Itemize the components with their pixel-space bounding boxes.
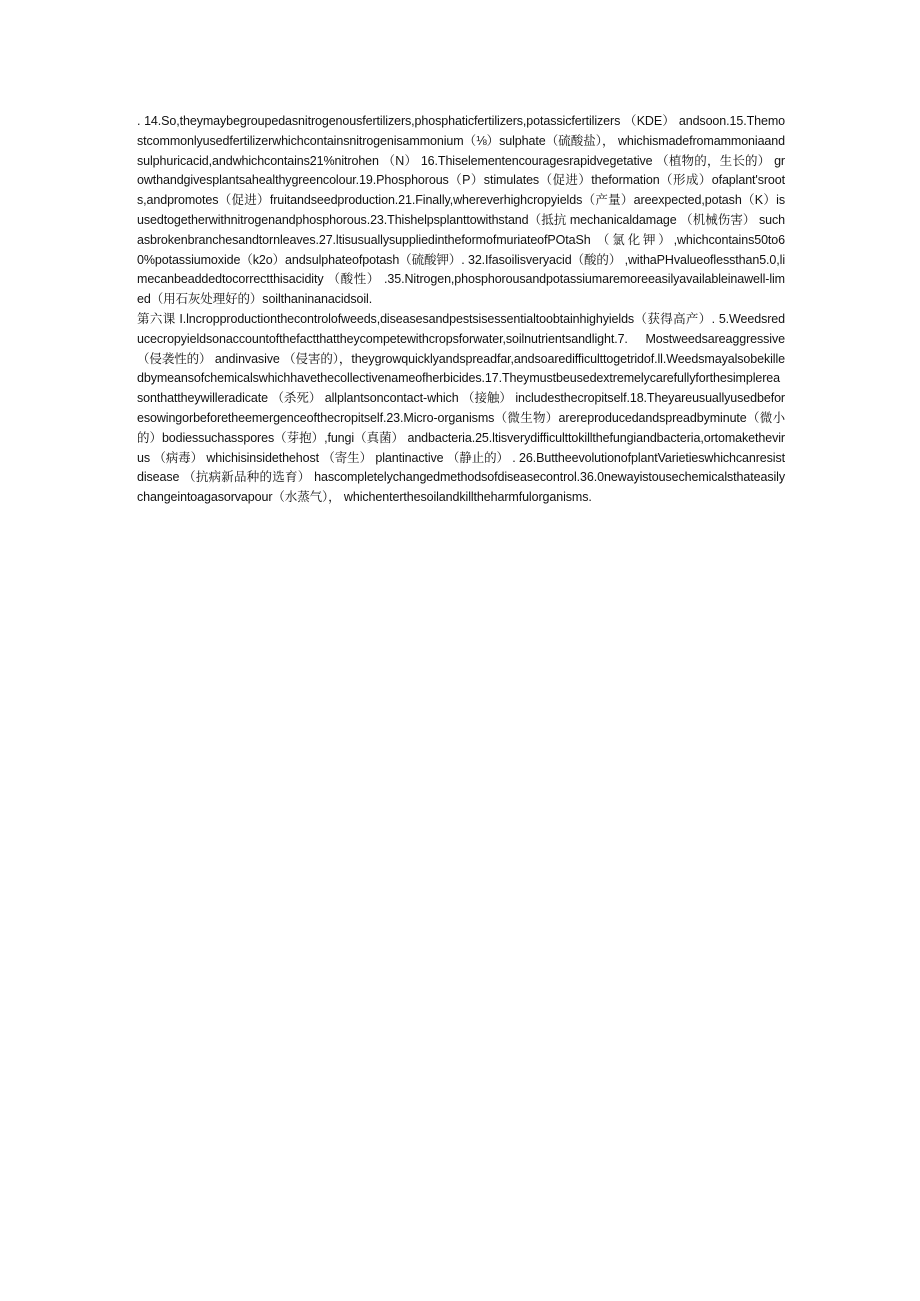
document-page (137, 112, 785, 508)
paragraph-lesson-six: 第六课 I.lncropproductionthecontrolofweeds,diseasesandpestsisessentialtoobtainhighyields（获得高产）. 5.Weedsreducecropyieldsonaccountofthefactthattheycompetewithcropsforwater,soilnutrientsandlight.7. Mostweedsareaggressive （侵袭性的） andinvasive （侵害的），theygrowquicklyandspreadfar,andsoaredifficulttogetridof.ll.Weedsmayalsobekilledbymeansofchemicalswhichhavethecollectivenameofherbicides.17.Theymustbeusedextremelycarefullyforthesimplereasonthattheywilleradicate （杀死） allplantsoncontact-which （接触） includesthecropitself.18.Theyareusuallyusedbeforesowingorbeforetheemergenceofthecropitself.23.Micro-organisms（微生物）arereproducedandspreadbyminute（微小的）bodiessuchasspores（芽抱）,fungi（真菌） andbacteria.25.ltisverydifficulttokillthefungiandbacteria,ortomakethevirus （病毒） whichisinsidethehost （寄生） plantinactive （静止的） . 26.ButtheevolutionofplantVarietieswhichcanresistdisease （抗病新品种的选育） hascompletelychangedmethodsofdiseasecontrol.36.0newayistousechemicalsthateasilychangeintoagasorvapour（水蒸气）， whichenterthesoilandkilltheharmfulorganisms. (137, 311, 785, 505)
paragraph-fertilizers: . 14.So,theymaybegroupedasnitrogenousfertilizers,phosphaticfertilizers,potassicfertilizers （KDE） andsoon.15.Themostcommonlyusedfertilizerwhichcontainsnitrogenisammonium（⅛）sulphate（硫酸盐）， whichismadefromammoniaandsulphuricacid,andwhichcontains21%nitrohen （N） 16.Thiselementencouragesrapidvegetative （植物的，生长的） growthandgivesplantsahealthygreencolour.19.Phosphorous（P）stimulates（促进）theformation（形成）ofaplant'sroots,andpromotes（促进）fruitandseedproduction.21.Finally,whereverhighcropyields（产量）areexpected,potash（K）isusedtogetherwithnitrogenandphosphorous.23.Thishelpsplanttowithstand（抵抗 mechanicaldamage （机械伤害） suchasbrokenbranchesandtornleaves.27.ltisusuallysuppliedintheformofmuriateofPOtaSh （氯化钾）,whichcontains50to60%potassiumoxide（k2o）andsulphateofpotash（硫酸钾）. 32.Ifasoilisveryacid（酸的） ,withaPHvalueoflessthan5.0,limecanbeaddedtocorrectthisacidity （酸性） .35.Nitrogen,phosphorousandpotassiumaremoreeasilyavailableinawell-limed（用石灰处理好的）soilthaninanacidsoil. (137, 114, 785, 307)
